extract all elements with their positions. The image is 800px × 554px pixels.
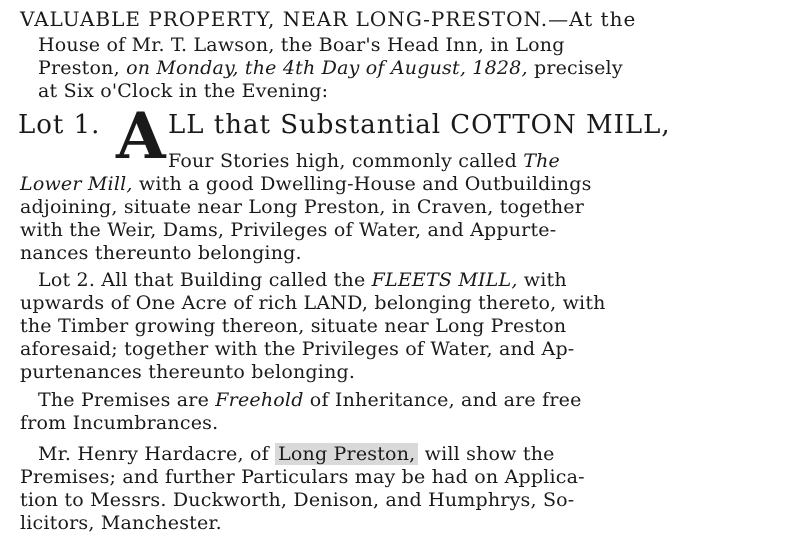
lot1-line-3 — [20, 173, 592, 195]
sale-date: on Monday, the 4th Day of August, 1828, — [126, 57, 528, 79]
fleets-mill: FLEETS MILL, — [371, 269, 518, 291]
highlighted-place: Long Preston, — [275, 443, 418, 465]
lot1-line-4: adjoining, situate near Long Preston, in Craven, together — [20, 196, 584, 218]
lot2-line-5: purtenances thereunto belonging. — [20, 361, 356, 383]
lot2-line-4: aforesaid; together with the Privileges of Water, and Ap- — [20, 338, 575, 360]
freehold-text: of Inheritance, and are free — [303, 389, 582, 411]
lot1-line-2 — [168, 150, 560, 172]
freehold-text: The Premises are — [38, 389, 216, 411]
freehold-line-2: from Incumbrances. — [20, 412, 219, 434]
lot2-line-3: the Timber growing thereon, situate near Long Preston — [20, 315, 567, 337]
lot1-dropcap: A — [116, 99, 166, 174]
intro-text: Preston, — [38, 57, 127, 79]
contact-line-2: Premises; and further Particulars may be had on Applica- — [20, 466, 585, 488]
intro-text: precisely — [527, 57, 623, 79]
lot2-line-2: upwards of One Acre of rich LAND, belonging thereto, with — [20, 292, 606, 314]
lot2-text: with — [517, 269, 567, 291]
lot1-line-5: with the Weir, Dams, Privileges of Water, and Appurte- — [20, 219, 557, 241]
lot1-line-6: nances thereunto belonging. — [20, 242, 302, 264]
lot1-text: Four Stories high, commonly called — [168, 150, 524, 172]
contact-text: Mr. Henry Hardacre, of — [38, 443, 276, 465]
freehold-word: Freehold — [215, 389, 304, 411]
lot1-first-line: LL that Substantial COTTON MILL, — [168, 110, 671, 140]
mill-name: Lower Mill, — [20, 173, 133, 195]
contact-line-4: licitors, Manchester. — [20, 512, 222, 534]
lot2-line-1 — [38, 269, 567, 291]
lot1-text: with a good Dwelling-House and Outbuildings — [132, 173, 592, 195]
intro-line-3: at Six o'Clock in the Evening: — [38, 80, 329, 102]
intro-line-1: House of Mr. T. Lawson, the Boar's Head Inn, in Long — [38, 34, 565, 56]
contact-line-3: tion to Messrs. Duckworth, Denison, and Humphrys, So- — [20, 489, 575, 511]
contact-line-1 — [38, 443, 555, 465]
lot1-label: Lot 1. — [18, 110, 101, 140]
mill-name: The — [523, 150, 560, 172]
contact-text: will show the — [418, 443, 555, 465]
freehold-line-1 — [38, 389, 582, 411]
lot2-text: Lot 2. All that Building called the — [38, 269, 372, 291]
intro-line-2 — [38, 57, 623, 79]
advert-heading: VALUABLE PROPERTY, NEAR LONG-PRESTON.—At the — [20, 7, 637, 31]
